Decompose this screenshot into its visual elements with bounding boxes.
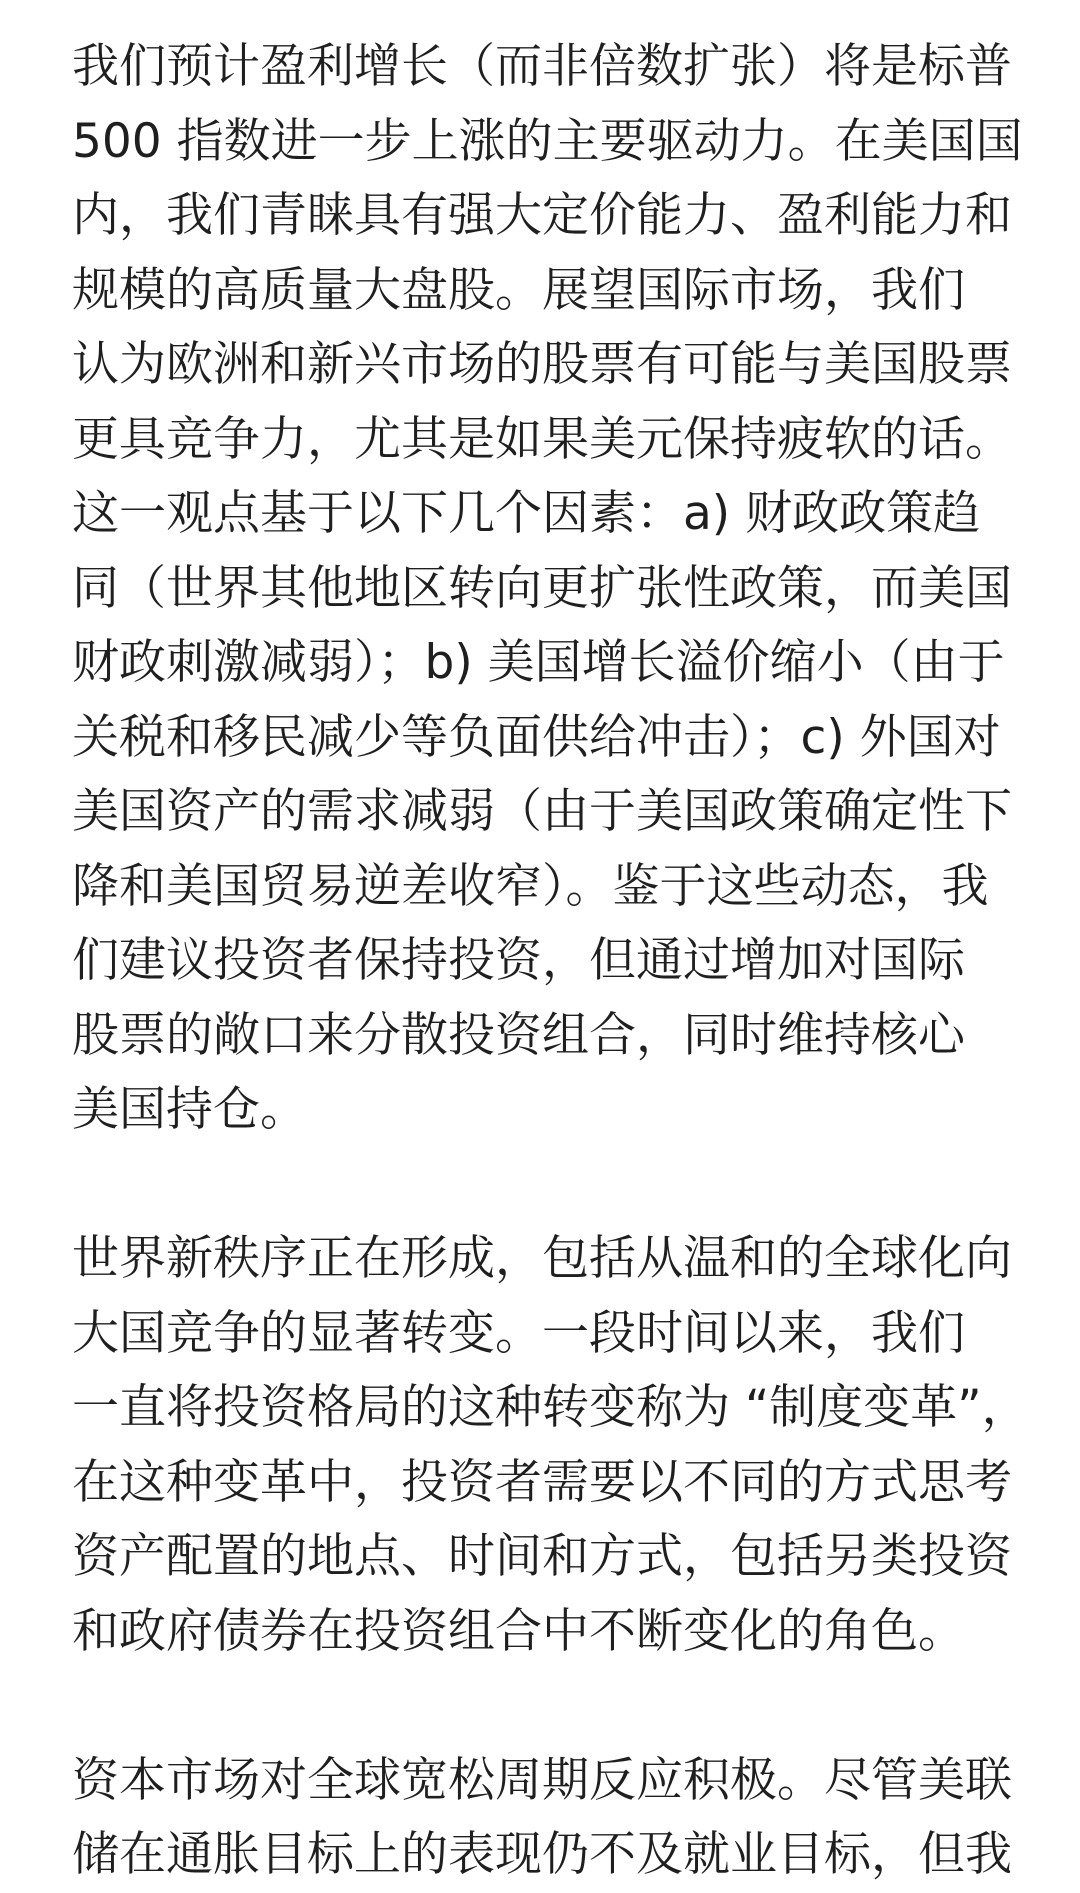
paragraph-spacer — [72, 1669, 1042, 1744]
text-line: 们建议投资者保持投资，但通过增加对国际 — [72, 933, 965, 988]
text-line: 我们预计盈利增长（而非倍数扩张）将是标普 — [72, 39, 1012, 94]
paragraph-new-world-order — [72, 1222, 1042, 1669]
text-line: 美国持仓。 — [72, 1082, 307, 1137]
paragraph-spacer — [72, 1148, 1042, 1223]
text-line: 资本市场对全球宽松周期反应积极。尽管美联 — [72, 1752, 1012, 1808]
paragraph-capital-markets — [72, 1744, 1042, 1893]
text-line: 规模的高质量大盘股。展望国际市场，我们 — [72, 262, 965, 318]
text-line: 和政府债券在投资组合中不断变化的角色。 — [72, 1603, 965, 1659]
text-line: 更具竞争力，尤其是如果美元保持疲软的话。 — [72, 411, 1012, 467]
text-line: 内，我们青睐具有强大定价能力、盈利能力和 — [72, 188, 1012, 243]
text-line: 财政刺激减弱）；b) 美国增长溢价缩小（由于 — [72, 635, 1005, 690]
text-line: 降和美国贸易逆差收窄）。鉴于这些动态，我 — [72, 858, 989, 914]
text-line: 储在通胀目标上的表现仍不及就业目标，但我 — [72, 1827, 1012, 1882]
text-line: 500 指数进一步上涨的主要驱动力。在美国国 — [72, 113, 1023, 169]
text-line: 认为欧洲和新兴市场的股票有可能与美国股票 — [72, 337, 1012, 392]
text-line: 这一观点基于以下几个因素：a) 财政政策趋 — [72, 486, 981, 541]
article-body — [72, 30, 1042, 1893]
text-line: 世界新秩序正在形成，包括从温和的全球化向 — [72, 1231, 1012, 1286]
text-line: 一直将投资格局的这种转变称为 “制度变革”， — [72, 1380, 1029, 1435]
text-line: 资产配置的地点、时间和方式，包括另类投资 — [72, 1529, 1012, 1584]
paragraph-earnings-outlook — [72, 30, 1042, 1148]
text-line: 美国资产的需求减弱（由于美国政策确定性下 — [72, 784, 1012, 839]
text-line: 大国竞争的显著转变。一段时间以来，我们 — [72, 1305, 965, 1361]
text-line: 关税和移民减少等负面供给冲击）；c) 外国对 — [72, 709, 1001, 765]
text-line: 在这种变革中，投资者需要以不同的方式思考 — [72, 1454, 1012, 1510]
text-line: 同（世界其他地区转向更扩张性政策，而美国 — [72, 560, 1012, 616]
text-line: 股票的敞口来分散投资组合，同时维持核心 — [72, 1007, 965, 1063]
